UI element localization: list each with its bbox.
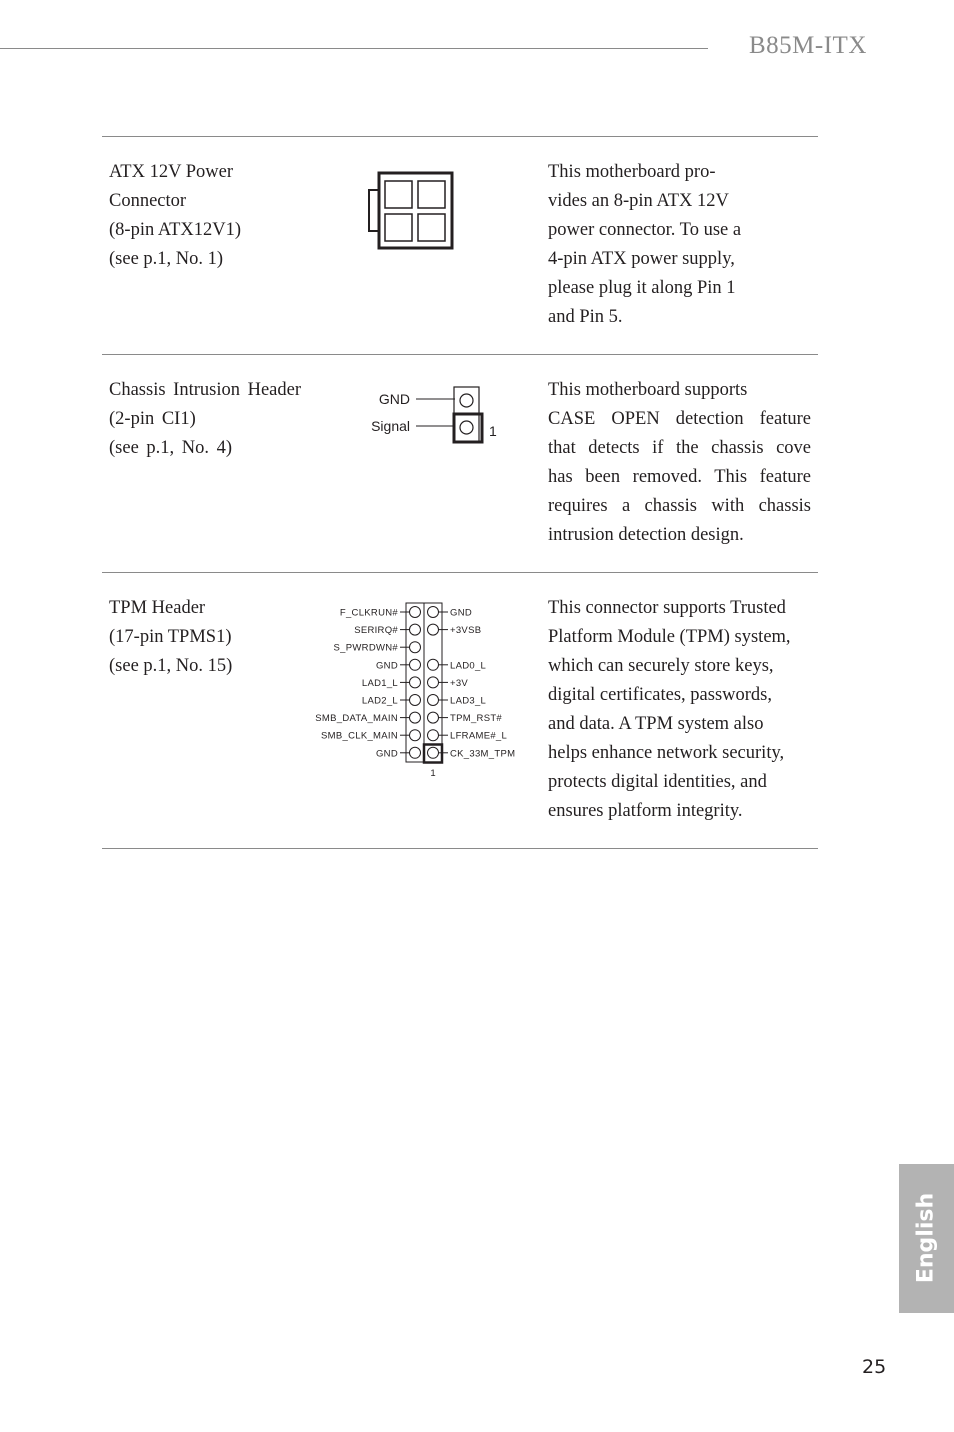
tpm-pin-right	[428, 695, 439, 706]
atx12v-label: ATX 12V Power Connector (8-pin ATX12V1) (see p.1, No. 1)	[109, 162, 242, 269]
tpm-pin-left	[410, 712, 421, 723]
tpm-header-description: This connector supports Trusted Platform Module (TPM) system, which can securely store keys, digital certificates, passwords, and data. A TPM system also helps enhance network security, protects digital identities, and ensures platform integrity.	[548, 598, 791, 821]
model-name: B85M-ITX	[749, 32, 867, 59]
chassis-intrusion-label: Chassis Intrusion Header (2-pin CI1) (see p.1, No. 4)	[109, 380, 301, 458]
tpm-header-diagram	[300, 598, 530, 780]
header-rule	[0, 48, 708, 49]
tpm-pin-label-right: +3VSB	[450, 625, 482, 637]
tpm-pin-left	[410, 730, 421, 741]
tpm-pin-left	[410, 677, 421, 688]
tpm-pin-label-left: F_CLKRUN#	[339, 607, 398, 619]
language-tab-label: English	[913, 1192, 939, 1284]
tpm-pin-label-right: +3V	[450, 677, 469, 689]
tpm-pin-label-left: SMB_DATA_MAIN	[315, 713, 398, 725]
tpm-pin-label-left: LAD1_L	[361, 677, 398, 689]
tpm-pin-right	[428, 747, 439, 758]
tpm-pin-label-left: SMB_CLK_MAIN	[321, 730, 398, 742]
tpm-pin-right	[428, 730, 439, 741]
section-divider	[102, 136, 818, 137]
section-divider	[102, 848, 818, 849]
tpm-pin-left	[410, 642, 421, 653]
pin-label-signal: Signal	[371, 418, 410, 434]
language-tab	[899, 1164, 954, 1313]
atx12v-description: This motherboard pro- vides an 8-pin ATX 12V power connector. To use a 4-pin ATX power supply, please plug it along Pin 1 and Pin 5.	[548, 162, 742, 327]
chassis-intrusion-description: This motherboard supports CASE OPEN detection feature that detects if the chassis cove has been removed. This feature requires a chassis with chassis intrusion detection design.	[548, 380, 811, 545]
tpm-pin-right	[428, 712, 439, 723]
tpm-pin-label-right: LAD0_L	[450, 660, 487, 672]
tpm-pin-label-right: LFRAME#_L	[450, 730, 508, 742]
tpm-pin-right	[428, 624, 439, 635]
tpm-pin-label-left: GND	[375, 748, 398, 760]
tpm-pin-left	[410, 607, 421, 618]
section-divider	[102, 354, 818, 355]
tpm-pin-left	[410, 747, 421, 758]
tpm-pin-label-right: GND	[450, 607, 473, 619]
tpm-pin-label-left: SERIRQ#	[354, 625, 398, 637]
pin-label-gnd: GND	[378, 391, 410, 407]
tpm-pin-right	[428, 607, 439, 618]
tpm-pin-left	[410, 695, 421, 706]
tpm-pin-right	[428, 677, 439, 688]
tpm-pin-label-left: S_PWRDWN#	[333, 642, 398, 654]
page-number: 25	[862, 1356, 887, 1378]
tpm-pin-label-right: CK_33M_TPM	[450, 748, 516, 760]
chassis-intrusion-diagram	[355, 380, 505, 450]
atx12v-connector-diagram	[366, 170, 456, 252]
tpm-pin1-marker: 1	[430, 768, 436, 779]
tpm-pin-label-right: TPM_RST#	[450, 713, 503, 725]
tpm-pin-label-right: LAD3_L	[450, 695, 487, 707]
section-divider	[102, 572, 818, 573]
tpm-pin-left	[410, 659, 421, 670]
tpm-header-label: TPM Header (17-pin TPMS1) (see p.1, No. 15)	[109, 598, 233, 676]
tpm-pin-right	[428, 659, 439, 670]
tpm-pin-left	[410, 624, 421, 635]
pin1-marker: 1	[489, 423, 497, 439]
tpm-pin-label-left: GND	[375, 660, 398, 672]
tpm-pin-label-left: LAD2_L	[361, 695, 398, 707]
